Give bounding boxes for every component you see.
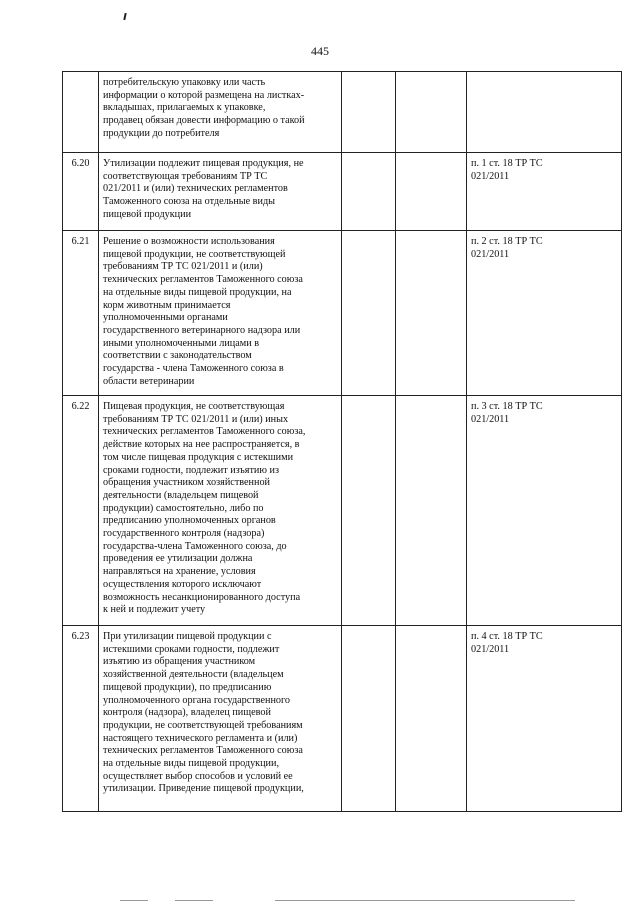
text-line: сроками годности, подлежит изъятию из (103, 464, 280, 476)
text-line: на отдельные виды пищевой продукции, на (103, 286, 292, 298)
text-line: контроля (надзора), владелец пищевой (103, 707, 271, 719)
text-line: обращения участником хозяйственной (103, 477, 270, 489)
text-line: утилизации. Приведение пищевой продукции, (103, 783, 304, 795)
text-line: технических регламентов Таможенного союза (103, 745, 303, 757)
text-line: на отдельные виды пищевой продукции, (103, 758, 280, 770)
text-line: государства-члена Таможенного союза, до (103, 540, 287, 552)
text-line: уполномоченного органа государственного (103, 694, 291, 706)
text-line: потребительскую упаковку или часть (103, 77, 266, 88)
text-line: технических регламентов Таможенного союза (103, 274, 303, 286)
text-line: продукции, не соответствующей требованиям (103, 719, 303, 731)
text-line: информации о которой размещена на листках- (103, 89, 305, 101)
text-line: хозяйственной деятельности (владельцем (103, 669, 284, 681)
row-number (63, 72, 99, 153)
text-line: корм животным принимается (103, 299, 231, 311)
text-line: требованиям ТР ТС 021/2011 и (или) (103, 261, 263, 273)
reference-line: п. 2 ст. 18 ТР ТС (471, 236, 543, 247)
reference-cell (467, 153, 622, 231)
text-line: При утилизации пищевой продукции с (103, 631, 272, 642)
text-line: настоящего технического регламента и (или) (103, 732, 298, 744)
row-number: 6.22 (63, 396, 99, 626)
requirement-text (99, 626, 342, 812)
text-line: области ветеринарии (103, 375, 195, 387)
reference-line: 021/2011 (471, 170, 510, 182)
text-line: продукции) самостоятельно, либо по (103, 502, 264, 514)
text-line: Пищевая продукция, не соответствующая (103, 401, 285, 412)
reference-cell (467, 231, 622, 396)
empty-cell (342, 153, 396, 231)
text-line: государственного контроля (надзора) (103, 528, 265, 540)
text-line: продавец обязан довести информацию о такой (103, 115, 305, 127)
requirement-text (99, 231, 342, 396)
text-line: уполномоченными органами (103, 312, 228, 324)
text-line: изъятию из обращения участником (103, 656, 256, 668)
text-line: осуществления которого исключают (103, 578, 262, 590)
table-row (63, 231, 622, 396)
empty-cell (396, 72, 467, 153)
requirements-table (62, 71, 622, 812)
text-line: предписанию уполномоченных органов (103, 515, 276, 527)
empty-cell (396, 626, 467, 812)
scan-mark (123, 13, 126, 20)
text-line: проведения ее утилизации должна (103, 553, 253, 565)
text-line: иными уполномоченными лицами в (103, 337, 260, 349)
page-number: 445 (311, 44, 329, 58)
empty-cell (342, 72, 396, 153)
empty-cell (396, 396, 467, 626)
reference-line: 021/2011 (471, 643, 510, 655)
reference-line: 021/2011 (471, 248, 510, 260)
requirement-text (99, 396, 342, 626)
text-line: пищевой продукции), по предписанию (103, 681, 272, 693)
reference-line: п. 1 ст. 18 ТР ТС (471, 158, 543, 169)
text-line: государственного ветеринарного надзора или (103, 324, 301, 336)
text-line: продукции до потребителя (103, 127, 220, 139)
scan-artifact (175, 900, 213, 901)
requirement-text (99, 153, 342, 231)
text-line: Решение о возможности использования (103, 236, 275, 247)
empty-cell (342, 396, 396, 626)
row-number: 6.23 (63, 626, 99, 812)
reference-line: 021/2011 (471, 413, 510, 425)
requirement-text (99, 72, 342, 153)
reference-line: п. 4 ст. 18 ТР ТС (471, 631, 543, 642)
reference-line: п. 3 ст. 18 ТР ТС (471, 401, 543, 412)
table-row (63, 626, 622, 812)
row-number: 6.21 (63, 231, 99, 396)
text-line: пищевой продукции, не соответствующей (103, 248, 286, 260)
table-row (63, 72, 622, 153)
scan-artifact (275, 900, 575, 901)
text-line: соответствующая требованиям ТР ТС (103, 170, 268, 182)
reference-cell (467, 626, 622, 812)
text-line: Таможенного союза на отдельные виды (103, 196, 275, 208)
text-line: пищевой продукции (103, 208, 192, 220)
text-line: Утилизации подлежит пищевая продукция, не (103, 158, 304, 169)
empty-cell (396, 153, 467, 231)
text-line: требованиям ТР ТС 021/2011 и (или) иных (103, 413, 289, 425)
text-line: осуществляет выбор способов и условий ее (103, 770, 293, 782)
text-line: к ней и подлежит учету (103, 604, 206, 616)
reference-cell (467, 72, 622, 153)
text-line: направляться на хранение, условия (103, 566, 256, 578)
text-line: государства - члена Таможенного союза в (103, 363, 284, 375)
table-row (63, 153, 622, 231)
text-line: истекшими сроками годности, подлежит (103, 643, 280, 655)
scan-artifact (120, 900, 148, 901)
empty-cell (396, 231, 467, 396)
empty-cell (342, 626, 396, 812)
empty-cell (342, 231, 396, 396)
text-line: вкладышах, прилагаемых к упаковке, (103, 102, 266, 114)
row-number: 6.20 (63, 153, 99, 231)
text-line: 021/2011 и (или) технических регламентов (103, 183, 288, 195)
text-line: возможность несанкционированного доступа (103, 591, 301, 603)
text-line: том числе пищевая продукция с истекшими (103, 451, 294, 463)
table-row (63, 396, 622, 626)
text-line: деятельности (владельцем пищевой (103, 489, 259, 501)
text-line: соответствии с законодательством (103, 350, 252, 362)
reference-cell (467, 396, 622, 626)
text-line: действие которых на нее распространяется, в (103, 439, 300, 451)
text-line: технических регламентов Таможенного союза, (103, 426, 306, 438)
